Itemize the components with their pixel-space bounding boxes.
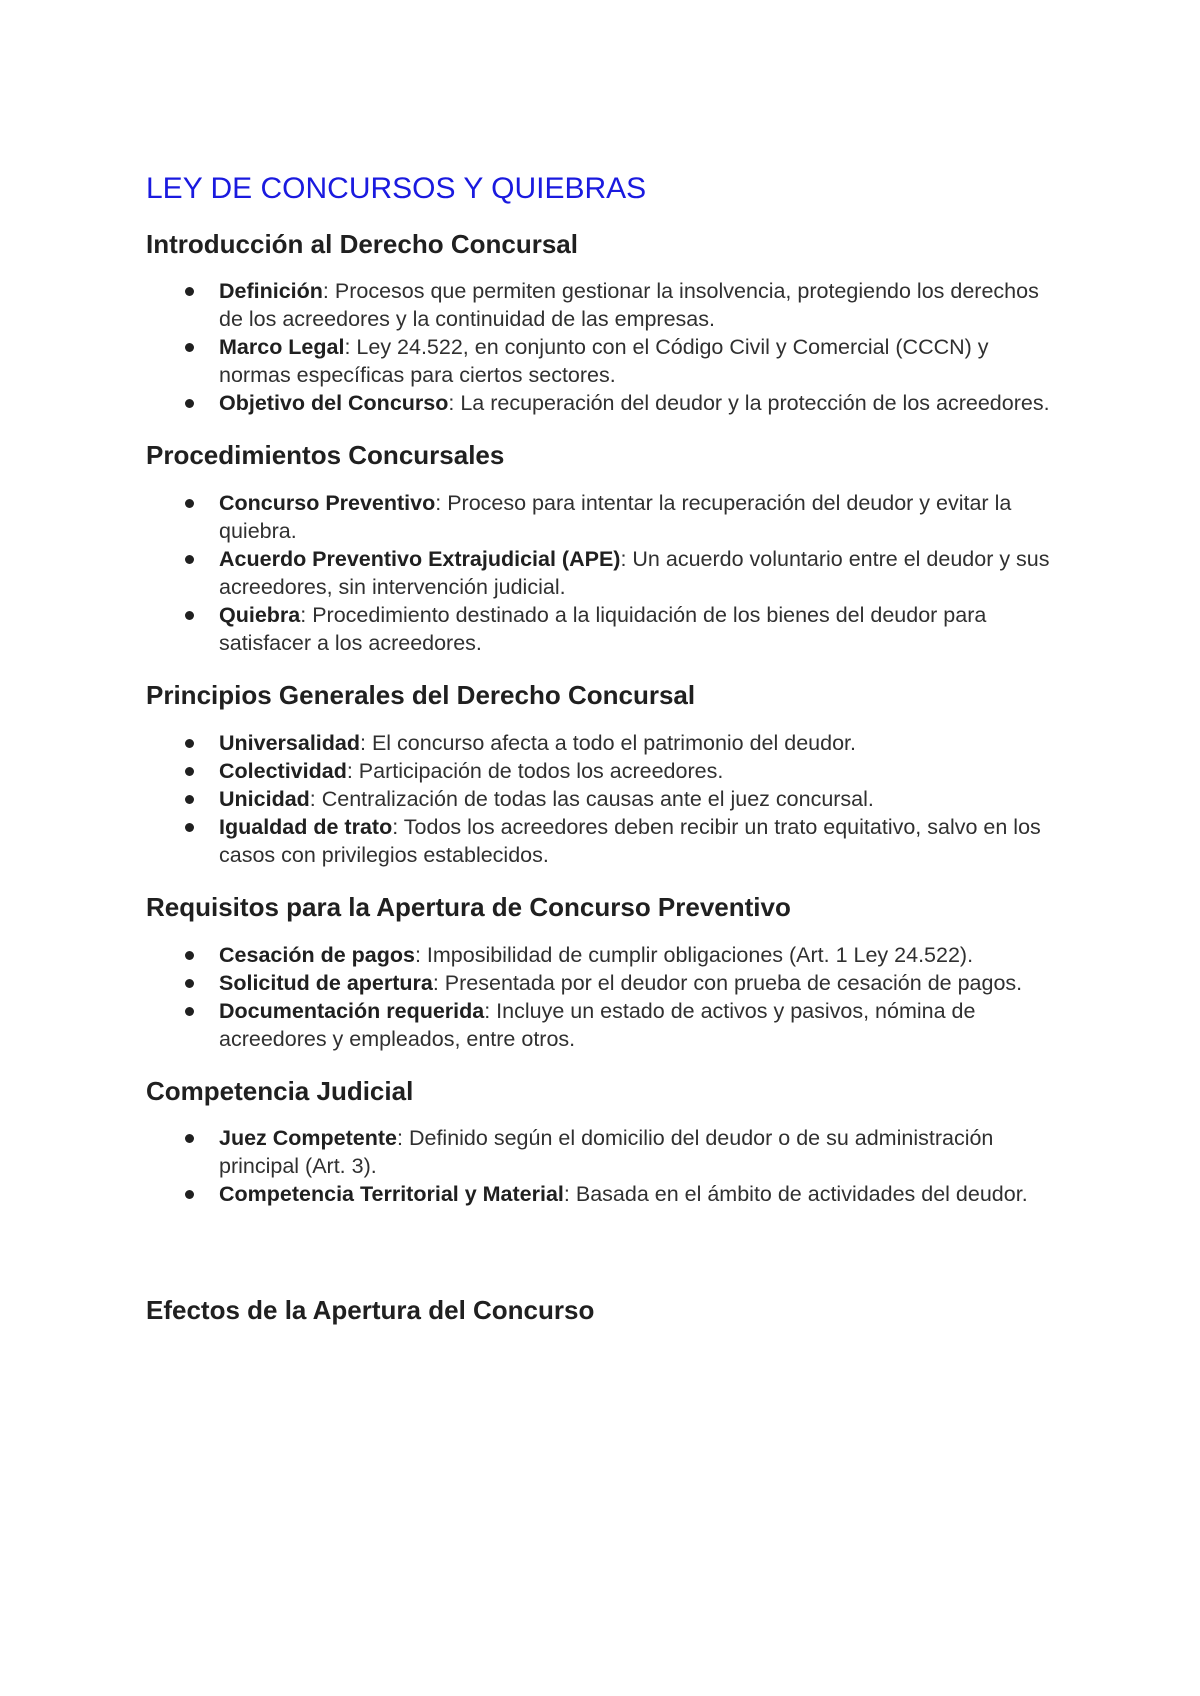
item-text: : Presentada por el deudor con prueba de cesación de pagos. xyxy=(432,970,1023,995)
item-term: Igualdad de trato xyxy=(219,814,393,839)
item-term: Documentación requerida xyxy=(219,998,485,1023)
item-text: : Basada en el ámbito de actividades del deudor. xyxy=(563,1182,1028,1207)
item-term: Marco Legal xyxy=(219,335,345,360)
item-term: Universalidad xyxy=(219,730,360,755)
list-item xyxy=(146,729,1066,757)
bullet-list xyxy=(146,941,1066,1053)
item-text: : Procedimiento destinado a la liquidación de los bienes del deudor para satisfacer a los acreedores. xyxy=(219,603,987,656)
item-text: : El concurso afecta a todo el patrimonio del deudor. xyxy=(360,730,857,755)
item-term: Acuerdo Preventivo Extrajudicial (APE) xyxy=(219,547,621,572)
list-item xyxy=(146,941,1066,969)
list-item xyxy=(146,1124,1066,1180)
list-item xyxy=(146,757,1066,785)
document-page xyxy=(146,170,1066,1344)
item-term: Solicitud de apertura xyxy=(219,970,433,995)
list-item xyxy=(146,389,1066,417)
item-text: : Centralización de todas las causas ante el juez concursal. xyxy=(309,786,874,811)
item-term: Unicidad xyxy=(219,786,310,811)
item-text: : Definido según el domicilio del deudor o de su administración principal (Art. 3). xyxy=(219,1126,994,1179)
item-text: : Incluye un estado de activos y pasivos, nómina de acreedores y empleados, entre otros. xyxy=(219,998,976,1051)
section-heading: Introducción al Derecho Concursal xyxy=(146,228,578,259)
item-term: Definición xyxy=(219,279,323,304)
bullet-list xyxy=(146,277,1066,417)
list-item xyxy=(146,1180,1066,1208)
section-heading: Competencia Judicial xyxy=(146,1075,414,1106)
item-text: : La recuperación del deudor y la protección de los acreedores. xyxy=(448,391,1050,416)
section-efectos xyxy=(146,1294,1066,1328)
list-item xyxy=(146,545,1066,601)
section-heading: Principios Generales del Derecho Concursal xyxy=(146,680,696,711)
item-term: Concurso Preventivo xyxy=(219,491,436,516)
section-heading: Procedimientos Concursales xyxy=(146,440,505,471)
blank-space xyxy=(146,1230,1066,1294)
section-procedimientos xyxy=(146,439,1066,657)
list-item xyxy=(146,333,1066,389)
item-term: Quiebra xyxy=(219,603,301,628)
item-term: Objetivo del Concurso xyxy=(219,391,449,416)
item-term: Cesación de pagos xyxy=(219,942,415,967)
list-item xyxy=(146,785,1066,813)
section-heading: Requisitos para la Apertura de Concurso Preventivo xyxy=(146,891,791,922)
list-item xyxy=(146,969,1066,997)
bullet-list xyxy=(146,489,1066,657)
item-term: Colectividad xyxy=(219,758,347,783)
item-text: : Todos los acreedores deben recibir un trato equitativo, salvo en los casos con privilegios establecidos. xyxy=(219,814,1041,867)
section-requisitos xyxy=(146,891,1066,1053)
section-principios xyxy=(146,679,1066,869)
section-competencia xyxy=(146,1075,1066,1209)
list-item xyxy=(146,601,1066,657)
section-heading: Efectos de la Apertura del Concurso xyxy=(146,1295,595,1326)
item-term: Juez Competente xyxy=(219,1126,398,1151)
list-item xyxy=(146,277,1066,333)
item-text: : Procesos que permiten gestionar la insolvencia, protegiendo los derechos de los acreedores y la continuidad de las empresas. xyxy=(219,279,1039,332)
bullet-list xyxy=(146,1124,1066,1208)
list-item xyxy=(146,489,1066,545)
list-item xyxy=(146,813,1066,869)
document-title: LEY DE CONCURSOS Y QUIEBRAS xyxy=(146,172,647,205)
list-item xyxy=(146,997,1066,1053)
section-introduccion xyxy=(146,228,1066,418)
item-text: : Participación de todos los acreedores. xyxy=(346,758,724,783)
item-text: : Proceso para intentar la recuperación del deudor y evitar la quiebra. xyxy=(219,491,1012,544)
item-term: Competencia Territorial y Material xyxy=(219,1182,564,1207)
item-text: : Un acuerdo voluntario entre el deudor y sus acreedores, sin intervención judicial. xyxy=(219,547,1050,600)
bullet-list xyxy=(146,729,1066,869)
item-text: : Imposibilidad de cumplir obligaciones (Art. 1 Ley 24.522). xyxy=(414,942,974,967)
item-text: : Ley 24.522, en conjunto con el Código Civil y Comercial (CCCN) y normas específicas para ciertos sectores. xyxy=(219,335,989,388)
